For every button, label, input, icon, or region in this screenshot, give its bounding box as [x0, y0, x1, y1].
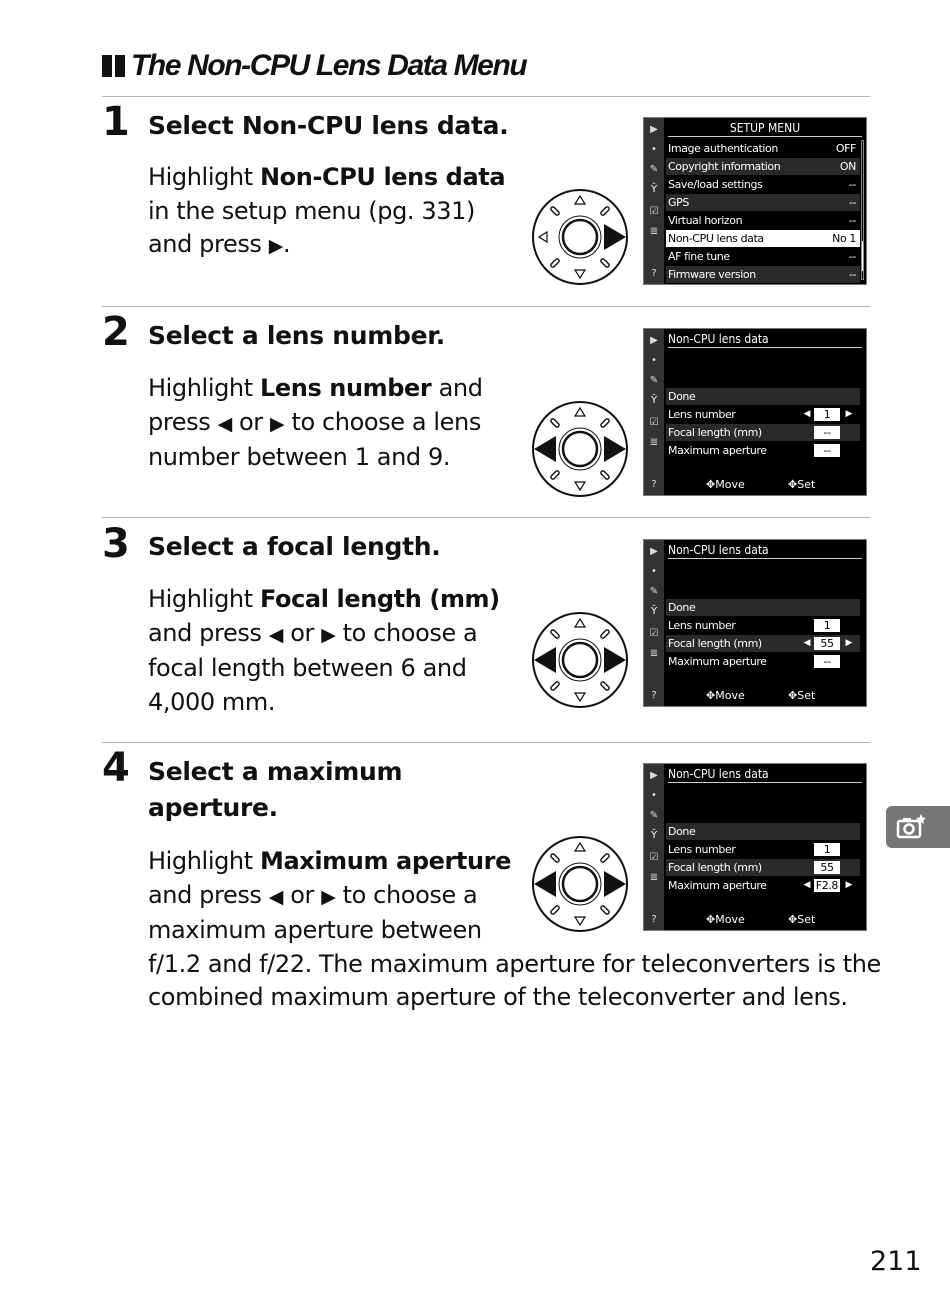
- menu-row[interactable]: Virtual horizon --: [668, 214, 856, 227]
- done-row[interactable]: Done: [666, 599, 860, 616]
- right-arrow-icon: ▶: [321, 885, 336, 908]
- lens-number-row[interactable]: Lens number ◀ 1 ▶: [668, 408, 852, 421]
- screen-footer: ✥Move ✥Set: [706, 689, 816, 702]
- menu-row[interactable]: Copyright information ON: [666, 158, 860, 175]
- body-line: number between 1 and 9.: [148, 443, 451, 471]
- menu-sidebar: [644, 540, 664, 706]
- body-line: in the setup menu (pg. 331): [148, 196, 475, 225]
- retouch-menu-icon: ☑: [649, 628, 659, 639]
- shooting-menu-icon: •: [651, 355, 657, 366]
- setup-menu-screen: [643, 117, 867, 285]
- focal-length-row[interactable]: Focal length (mm) 55: [666, 859, 860, 876]
- lens-number-row[interactable]: Lens number 1: [666, 841, 860, 858]
- lens-number-row[interactable]: Lens number 1: [666, 617, 860, 634]
- custom-settings-icon: ✎: [649, 164, 659, 175]
- help-icon: ?: [651, 479, 657, 490]
- body-line: and press ◀ or ▶ to choose a: [148, 618, 478, 647]
- body-line: Highlight Lens number and: [148, 374, 483, 402]
- help-icon: ?: [651, 914, 657, 925]
- step-body: [148, 161, 505, 264]
- playback-menu-icon: ▶: [650, 546, 658, 557]
- screen-header: Non-CPU lens data: [668, 542, 862, 559]
- help-icon: ?: [651, 690, 657, 701]
- setup-menu-icon: Ŷ: [650, 184, 658, 195]
- help-icon: ?: [651, 268, 657, 279]
- my-menu-icon: ≣: [649, 226, 659, 237]
- menu-row[interactable]: GPS --: [666, 194, 860, 211]
- playback-menu-icon: ▶: [650, 770, 658, 781]
- screen-footer: ✥Move ✥Set: [706, 478, 816, 491]
- step-body: [148, 372, 483, 475]
- step-number: 4: [102, 745, 130, 791]
- shooting-menu-icon: •: [651, 566, 657, 577]
- menu-row[interactable]: Image authentication OFF: [668, 142, 856, 155]
- step-title: Select a lens number.: [148, 321, 445, 350]
- right-arrow-icon: ▶: [268, 235, 283, 257]
- left-arrow-icon: ◀: [803, 638, 810, 648]
- body-line: Highlight Non-CPU lens data: [148, 163, 506, 191]
- my-menu-icon: ≣: [649, 648, 659, 659]
- body-line: and press ◀ or ▶ to choose a: [148, 880, 478, 909]
- section-title: [102, 46, 526, 86]
- my-menu-icon: ≣: [649, 872, 659, 883]
- divider: [102, 517, 870, 518]
- body-line: focal length between 6 and: [148, 654, 467, 682]
- setup-menu-icon: Ŷ: [650, 395, 658, 406]
- left-arrow-icon: ◀: [803, 409, 810, 419]
- page-number: 211: [870, 1246, 922, 1277]
- body-line: 4,000 mm.: [148, 687, 276, 716]
- menu-row[interactable]: AF fine tune --: [668, 250, 856, 263]
- multi-selector-left-right-icon: [530, 834, 630, 934]
- left-arrow-icon: ◀: [268, 623, 283, 646]
- divider: [102, 96, 870, 97]
- right-arrow-icon: ▶: [270, 412, 285, 435]
- menu-sidebar: [644, 118, 664, 284]
- step-number: 2: [102, 309, 130, 355]
- camera-star-icon: [896, 813, 926, 841]
- step-title: Select Non-CPU lens data.: [148, 111, 509, 140]
- body-line: and press ▶.: [148, 230, 291, 258]
- screen-header: Non-CPU lens data: [668, 766, 862, 783]
- custom-settings-icon: ✎: [649, 810, 659, 821]
- left-arrow-icon: ◀: [268, 885, 283, 908]
- chapter-tab[interactable]: [886, 806, 950, 848]
- max-aperture-row[interactable]: Maximum aperture --: [666, 653, 860, 670]
- lens-data-screen: [643, 539, 867, 707]
- menu-row[interactable]: Save/load settings --: [668, 178, 856, 191]
- left-arrow-icon: ◀: [803, 880, 810, 890]
- multi-selector-left-right-icon: [530, 399, 630, 499]
- setup-menu-icon: Ŷ: [650, 830, 658, 841]
- menu-row-selected[interactable]: Non-CPU lens data No 1: [666, 230, 860, 247]
- max-aperture-row[interactable]: Maximum aperture ◀ F2.8 ▶: [668, 879, 852, 892]
- setup-menu-icon: Ŷ: [650, 606, 658, 617]
- right-arrow-icon: ▶: [845, 880, 852, 890]
- retouch-menu-icon: ☑: [649, 417, 659, 428]
- body-line: maximum aperture between: [148, 916, 482, 944]
- lens-data-screen: [643, 328, 867, 496]
- step-body: [148, 583, 500, 719]
- custom-settings-icon: ✎: [649, 375, 659, 386]
- retouch-menu-icon: ☑: [649, 206, 659, 217]
- section-marker-icon: [102, 55, 125, 77]
- screen-footer: ✥Move ✥Set: [706, 913, 816, 926]
- right-arrow-icon: ▶: [321, 623, 336, 646]
- menu-sidebar: [644, 764, 664, 930]
- multi-selector-left-right-icon: [530, 610, 630, 710]
- done-row[interactable]: Done: [666, 388, 860, 405]
- max-aperture-row[interactable]: Maximum aperture --: [666, 442, 860, 459]
- menu-row[interactable]: Firmware version --: [666, 266, 860, 283]
- retouch-menu-icon: ☑: [649, 852, 659, 863]
- right-arrow-icon: ▶: [845, 638, 852, 648]
- body-line: Highlight Maximum aperture: [148, 847, 511, 875]
- screen-header: Non-CPU lens data: [668, 331, 862, 348]
- divider: [102, 306, 870, 307]
- section-title-text: The Non-CPU Lens Data Menu: [131, 49, 527, 82]
- focal-length-row[interactable]: Focal length (mm) ◀ 55 ▶: [666, 635, 860, 652]
- step-title: Select a maximum aperture.: [148, 757, 403, 822]
- body-line: f/1.2 and f/22. The maximum aperture for teleconverters is the: [148, 949, 881, 978]
- scrollbar[interactable]: [861, 140, 864, 280]
- done-row[interactable]: Done: [666, 823, 860, 840]
- focal-length-row[interactable]: Focal length (mm) --: [666, 424, 860, 441]
- playback-menu-icon: ▶: [650, 124, 658, 135]
- right-arrow-icon: ▶: [845, 409, 852, 419]
- my-menu-icon: ≣: [649, 437, 659, 448]
- lens-data-screen: [643, 763, 867, 931]
- step-title: Select a focal length.: [148, 532, 441, 561]
- body-line: Highlight Focal length (mm): [148, 585, 500, 613]
- step-number: 1: [102, 99, 130, 145]
- body-line: combined maximum aperture of the teleconverter and lens.: [148, 983, 848, 1011]
- divider: [102, 742, 870, 743]
- screen-header: SETUP MENU: [668, 120, 862, 137]
- left-arrow-icon: ◀: [217, 412, 232, 435]
- shooting-menu-icon: •: [651, 790, 657, 801]
- menu-sidebar: [644, 329, 664, 495]
- shooting-menu-icon: •: [651, 144, 657, 155]
- custom-settings-icon: ✎: [649, 586, 659, 597]
- playback-menu-icon: ▶: [650, 335, 658, 346]
- step-number: 3: [102, 521, 130, 567]
- body-line: press ◀ or ▶ to choose a lens: [148, 407, 481, 436]
- multi-selector-right-icon: [530, 187, 630, 287]
